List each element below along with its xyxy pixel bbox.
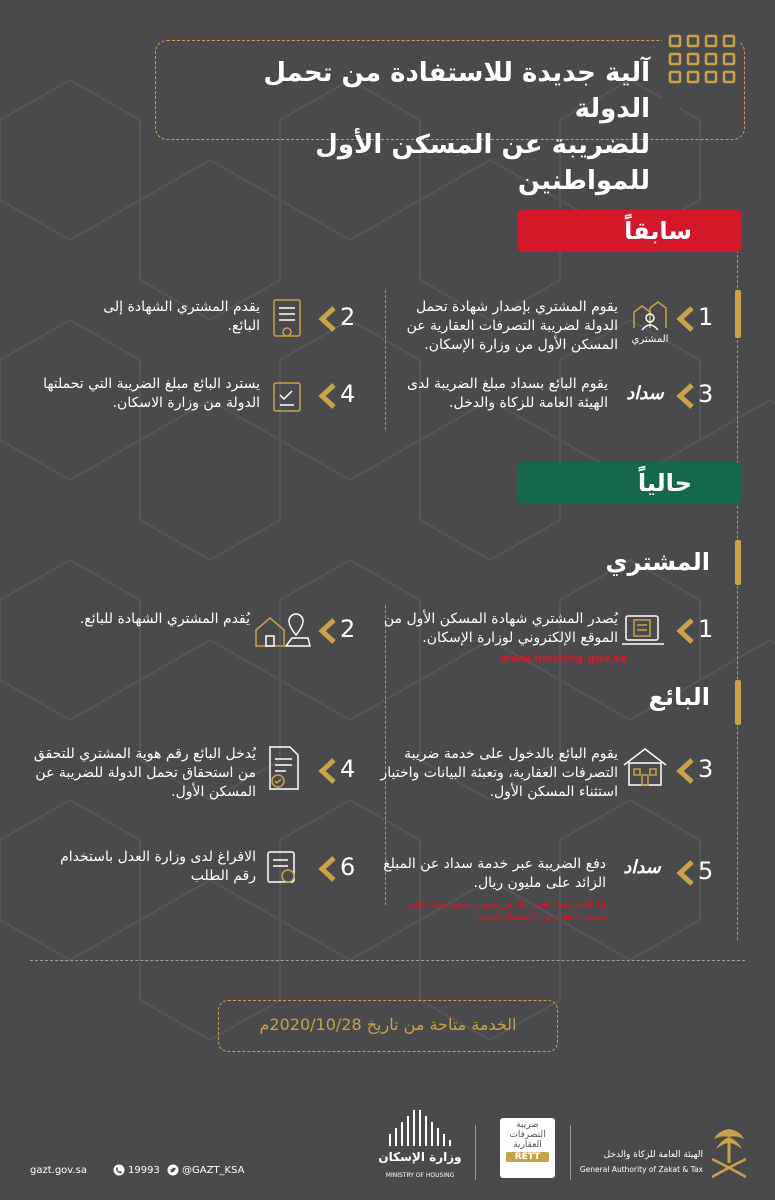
previous-section-label: سابقاً: [517, 210, 742, 252]
step-number: 2: [340, 303, 356, 331]
document-verify-icon: [264, 745, 304, 793]
chevron-left-icon: [318, 856, 338, 882]
chevron-left-icon: [318, 758, 338, 784]
palm-swords-emblem-icon: [708, 1125, 750, 1183]
stamp-document-icon: [262, 848, 302, 888]
step-number: 4: [340, 380, 356, 408]
gazt-name-en: General Authority of Zakat & Tax: [579, 1165, 703, 1174]
title-line-2: للضريبة عن المسكن الأول للمواطنين: [315, 130, 650, 196]
current-step-4: [30, 745, 370, 815]
step-text: يقوم البائع بالدخول على خدمة ضريبة التصرفات العقارية، وتعبئة البيانات واختيار استثناء المسكن الأول.: [380, 746, 618, 800]
previous-step-2: [30, 298, 370, 348]
chevron-left-icon: [318, 306, 338, 332]
step-number: 1: [698, 615, 714, 643]
step-text: يُقدم المشتري الشهادة للبائع.: [79, 611, 250, 627]
rett-badge: RETT: [506, 1152, 549, 1162]
note-text: إذا كانت قيمة العقار أقل من مليون، سيتم إنشاء طلب تسجيل العقار دون استحقاق ضريبي: [406, 900, 606, 922]
laptop-document-icon: [620, 610, 666, 650]
step-number: 6: [340, 853, 356, 881]
website-text[interactable]: gazt.gov.sa: [30, 1165, 87, 1176]
current-step-3: [380, 745, 730, 815]
previous-step-3: [390, 375, 730, 425]
footer-separator: [570, 1125, 571, 1180]
step-text: يقوم المشتري بإصدار شهادة تحمل الدولة لضريبة التصرفات العقارية عن المسكن الأول من وزارة الإسكان.: [406, 299, 618, 353]
current-section-label: حالياً: [517, 462, 742, 504]
twitter-handle[interactable]: @GAZT_KSA: [182, 1165, 245, 1176]
footer-separator: [475, 1125, 476, 1180]
step-text: الافراغ لدى وزارة العدل باستخدام رقم الطلب: [60, 849, 256, 884]
step-number: 2: [340, 615, 356, 643]
previous-step-4: [30, 375, 370, 425]
house-icon: [620, 745, 670, 789]
building-grid-icon: [662, 30, 740, 108]
current-step-1: [380, 610, 730, 670]
chevron-left-icon: [318, 618, 338, 644]
house-location-icon: [252, 610, 312, 650]
timeline-marker: [735, 540, 741, 585]
chevron-left-icon: [676, 618, 696, 644]
timeline-dashed-line: [737, 250, 738, 940]
step-number: 3: [698, 755, 714, 783]
form-check-icon: [270, 377, 306, 415]
step-text: يُصدر المشتري شهادة المسكن الأول من الموقع الإلكتروني لوزارة الإسكان.: [383, 611, 618, 646]
buyer-label: المشتري: [631, 334, 669, 345]
step-text: يقدم المشتري الشهادة إلى البائع.: [103, 299, 260, 334]
previous-step-1: [390, 298, 730, 368]
center-divider: [385, 290, 386, 430]
twitter-icon: [167, 1164, 179, 1176]
seller-heading: البائع: [648, 683, 710, 711]
step-text: يقوم البائع بسداد مبلغ الضريبة لدى الهيئة العامة للزكاة والدخل.: [406, 376, 608, 411]
chevron-left-icon: [318, 383, 338, 409]
sadad-logo: سداد: [623, 857, 661, 878]
step-number: 1: [698, 303, 714, 331]
current-step-6: [30, 848, 370, 898]
step-text: دفع الضريبة عبر خدمة سداد عن المبلغ الزائد على مليون ريال.: [383, 856, 606, 891]
buyer-heading: المشتري: [605, 548, 710, 576]
housing-name-en: MINISTRY OF HOUSING: [385, 1172, 455, 1179]
current-step-5: [380, 855, 730, 935]
ministry-of-housing-logo: [385, 1108, 455, 1148]
chevron-left-icon: [676, 383, 696, 409]
gazt-name-ar: الهيئة العامة للزكاة والدخل: [603, 1150, 703, 1160]
step-number: 4: [340, 755, 356, 783]
phone-number[interactable]: 19993: [128, 1165, 160, 1176]
housing-website-link[interactable]: www.housing.gov.sa: [500, 652, 628, 665]
rett-line-1: ضريبة: [516, 1120, 539, 1130]
step-number: 3: [698, 380, 714, 408]
service-date: الخدمة متاحة من تاريخ 2020/10/28م: [259, 1015, 517, 1034]
phone-icon: [113, 1164, 125, 1176]
current-step-2: [30, 610, 370, 660]
step-number: 5: [698, 857, 714, 885]
buyer-icon: [628, 298, 672, 334]
rett-logo: [500, 1118, 555, 1178]
bottom-divider: [30, 960, 745, 961]
timeline-marker: [735, 290, 741, 338]
title-line-1: آلية جديدة للاستفادة من تحمل الدولة: [263, 58, 650, 124]
certificate-icon: [270, 298, 306, 344]
step-text: يسترد البائع مبلغ الضريبة التي تحملتها الدولة من وزارة الاسكان.: [43, 376, 260, 411]
rett-line-2: التصرفات: [509, 1130, 546, 1140]
step-text: يُدخل البائع رقم هوية المشتري للتحقق من استحقاق تحمل الدولة للضريبة عن المسكن الأول.: [33, 746, 256, 800]
rett-line-3: العقارية: [513, 1140, 542, 1150]
chevron-left-icon: [676, 758, 696, 784]
chevron-left-icon: [676, 306, 696, 332]
chevron-left-icon: [676, 860, 696, 886]
sadad-logo: سداد: [626, 383, 664, 404]
page-title: [180, 55, 650, 199]
housing-name-ar: وزارة الإسكان: [378, 1150, 462, 1164]
timeline-marker: [735, 680, 741, 725]
